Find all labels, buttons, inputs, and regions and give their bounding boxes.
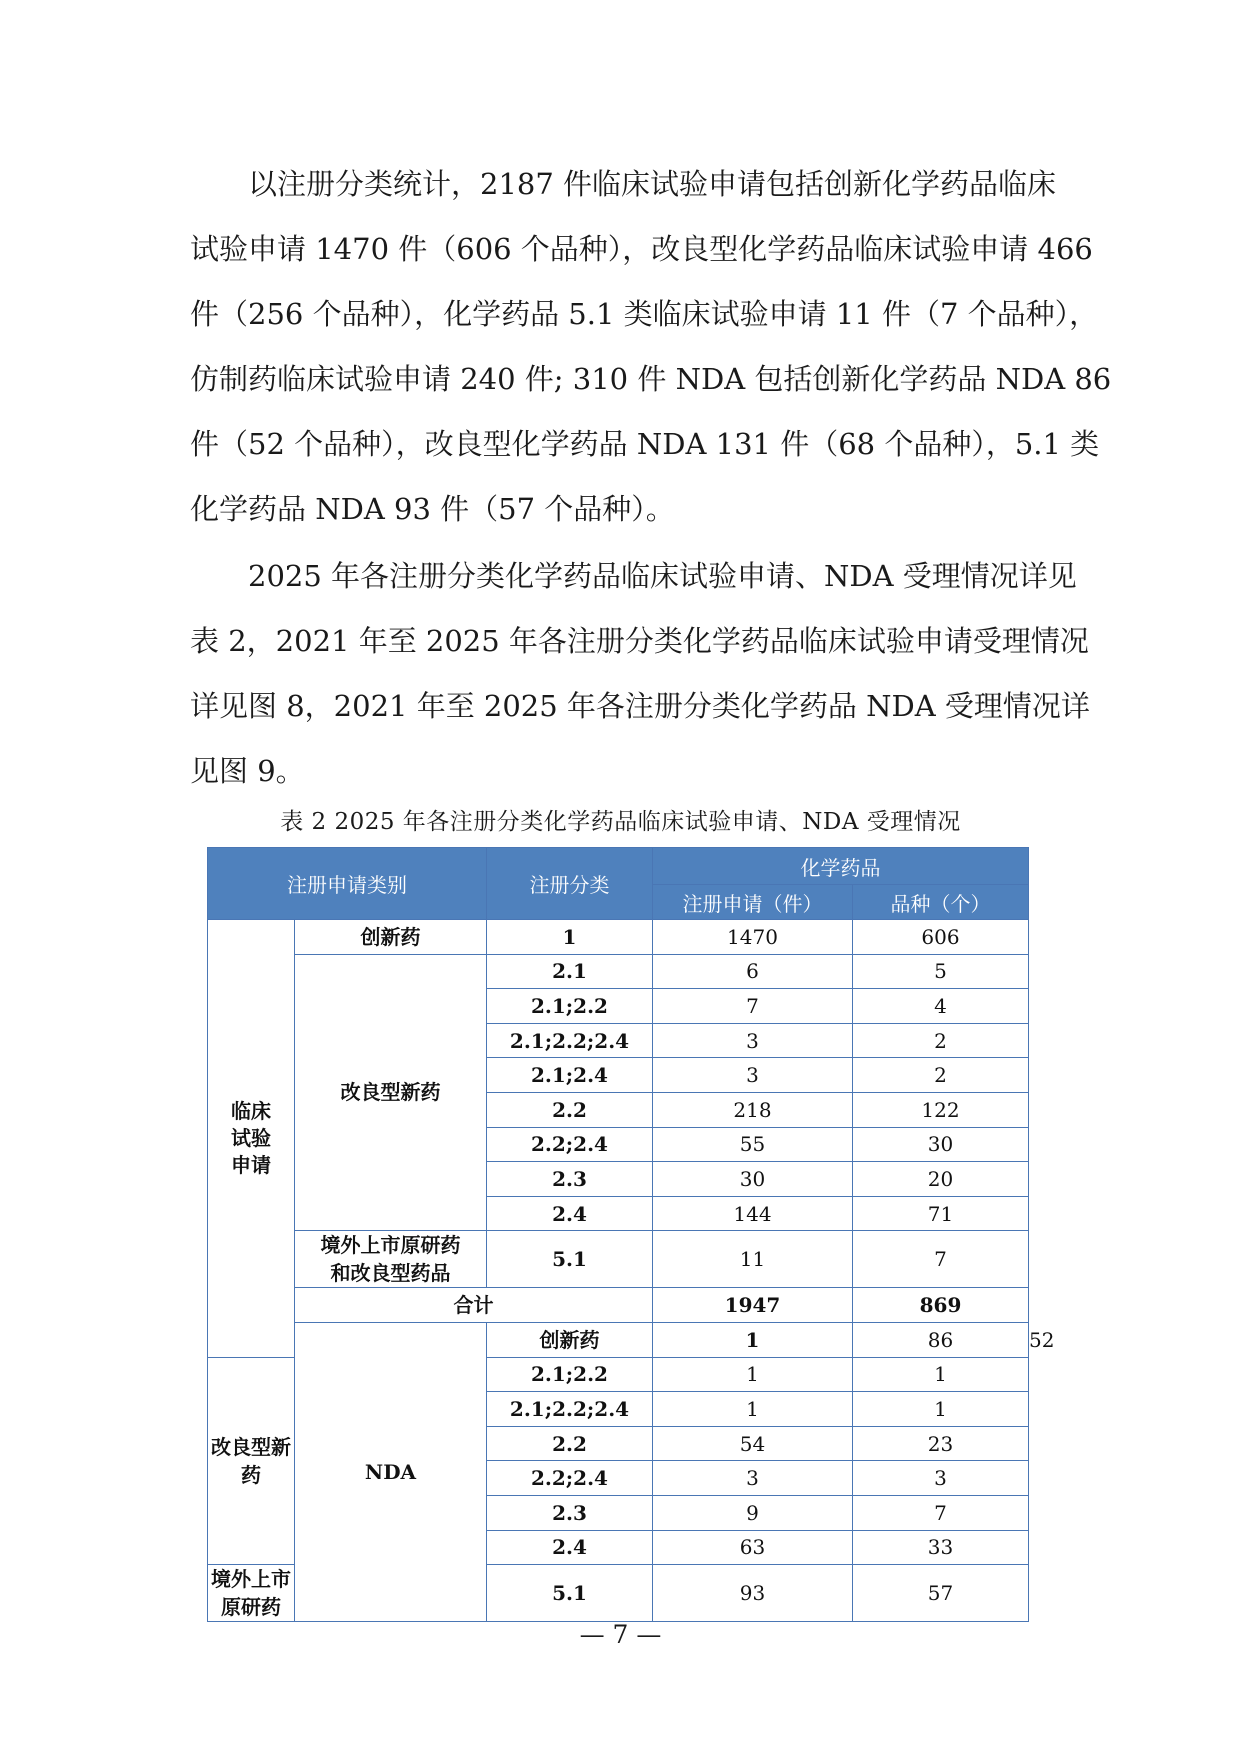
- subtype-label: 创新药: [295, 920, 487, 955]
- apps-cell: 1470: [653, 920, 853, 955]
- class-cell: 5.1: [487, 1231, 653, 1288]
- clinical-category-cell: 临床 试验 申请: [208, 920, 295, 1358]
- table-row: NDA 创新药 1 86 52: [208, 1322, 1029, 1357]
- paragraph-line: 2025 年各注册分类化学药品临床试验申请、NDA 受理情况详见: [248, 559, 1077, 593]
- apps-cell: 63: [653, 1530, 853, 1565]
- apps-cell: 7: [653, 989, 853, 1024]
- vars-cell: 71: [853, 1196, 1029, 1231]
- class-cell: 2.3: [487, 1495, 653, 1530]
- header-row: [208, 848, 1029, 885]
- paragraph-line: 件（52 个品种），改良型化学药品 NDA 131 件（68 个品种），5.1 类: [190, 427, 1100, 461]
- class-cell: 2.1;2.2;2.4: [487, 1023, 653, 1058]
- apps-cell: 6: [653, 954, 853, 989]
- apps-cell: 1: [653, 1392, 853, 1427]
- class-cell: 2.2: [487, 1426, 653, 1461]
- paragraph-line: 表 2，2021 年至 2025 年各注册分类化学药品临床试验申请受理情况: [190, 624, 1089, 658]
- vars-cell: 7: [853, 1231, 1029, 1288]
- class-cell: 2.2;2.4: [487, 1461, 653, 1496]
- page-number: — 7 —: [579, 1620, 662, 1649]
- apps-cell: 11: [653, 1231, 853, 1288]
- class-cell: 2.1;2.4: [487, 1058, 653, 1093]
- registration-table: [207, 847, 1055, 1622]
- apps-cell: 218: [653, 1092, 853, 1127]
- paragraph-line: 件（256 个品种），化学药品 5.1 类临床试验申请 11 件（7 个品种），: [190, 297, 1099, 331]
- subtype-label: 境外上市原研药: [208, 1565, 295, 1622]
- table-caption: 表 2 2025 年各注册分类化学药品临床试验申请、NDA 受理情况: [280, 809, 961, 835]
- apps-cell: 93: [653, 1565, 853, 1622]
- paragraph-line: 以注册分类统计，2187 件临床试验申请包括创新化学药品临床: [248, 167, 1057, 201]
- vars-cell: 4: [853, 989, 1029, 1024]
- vars-cell: 7: [853, 1495, 1029, 1530]
- apps-cell: 3: [653, 1058, 853, 1093]
- apps-cell: 54: [653, 1426, 853, 1461]
- class-cell: 2.1;2.2: [487, 989, 653, 1024]
- header-classification: 注册分类: [487, 848, 653, 920]
- vars-cell: 3: [853, 1461, 1029, 1496]
- header-applications: 注册申请（件）: [653, 885, 853, 920]
- class-cell: 2.1;2.2;2.4: [487, 1392, 653, 1427]
- header-category: 注册申请类别: [208, 848, 487, 920]
- paragraph-line: 详见图 8，2021 年至 2025 年各注册分类化学药品 NDA 受理情况详: [190, 689, 1090, 723]
- vars-cell: 33: [853, 1530, 1029, 1565]
- vars-cell: 1: [853, 1357, 1029, 1392]
- class-cell: 1: [487, 920, 653, 955]
- class-cell: 5.1: [487, 1565, 653, 1622]
- apps-cell: 3: [653, 1023, 853, 1058]
- total-label: 合计: [295, 1288, 653, 1323]
- total-row: [208, 1288, 1029, 1323]
- table-row: [208, 954, 1029, 989]
- vars-cell: 1: [853, 1392, 1029, 1427]
- header-group: 化学药品: [653, 848, 1029, 885]
- total-vars: 869: [853, 1288, 1029, 1323]
- apps-cell: 1: [653, 1357, 853, 1392]
- apps-cell: 144: [653, 1196, 853, 1231]
- class-cell: 2.2;2.4: [487, 1127, 653, 1162]
- class-cell: 2.2: [487, 1092, 653, 1127]
- subtype-label: 创新药: [487, 1322, 653, 1357]
- apps-cell: 3: [653, 1461, 853, 1496]
- apps-cell: 55: [653, 1127, 853, 1162]
- vars-cell: 5: [853, 954, 1029, 989]
- paragraph-line: 见图 9。: [190, 754, 305, 788]
- vars-cell: 20: [853, 1162, 1029, 1197]
- vars-cell: 57: [853, 1565, 1029, 1622]
- paragraph-line: 仿制药临床试验申请 240 件; 310 件 NDA 包括创新化学药品 NDA 86: [190, 362, 1112, 396]
- total-apps: 1947: [653, 1288, 853, 1323]
- vars-cell: 2: [853, 1058, 1029, 1093]
- table-row: [208, 1231, 1029, 1288]
- class-cell: 2.3: [487, 1162, 653, 1197]
- vars-cell: 122: [853, 1092, 1029, 1127]
- subtype-label: 改良型新药: [208, 1357, 295, 1565]
- apps-cell: 9: [653, 1495, 853, 1530]
- class-cell: 1: [653, 1322, 853, 1357]
- table-row: [208, 920, 1029, 955]
- nda-category-cell: NDA: [295, 1322, 487, 1621]
- class-cell: 2.4: [487, 1196, 653, 1231]
- class-cell: 2.4: [487, 1530, 653, 1565]
- vars-cell: 23: [853, 1426, 1029, 1461]
- apps-cell: 30: [653, 1162, 853, 1197]
- vars-cell: 606: [853, 920, 1029, 955]
- class-cell: 2.1;2.2: [487, 1357, 653, 1392]
- header-varieties: 品种（个）: [853, 885, 1029, 920]
- apps-cell: 86: [853, 1322, 1029, 1357]
- paragraph-line: 化学药品 NDA 93 件（57 个品种）。: [190, 492, 675, 526]
- subtype-label: 境外上市原研药 和改良型药品: [295, 1231, 487, 1288]
- vars-cell: 2: [853, 1023, 1029, 1058]
- subtype-label: 改良型新药: [295, 954, 487, 1231]
- class-cell: 2.1: [487, 954, 653, 989]
- paragraph-line: 试验申请 1470 件（606 个品种），改良型化学药品临床试验申请 466: [190, 232, 1093, 266]
- vars-cell: 30: [853, 1127, 1029, 1162]
